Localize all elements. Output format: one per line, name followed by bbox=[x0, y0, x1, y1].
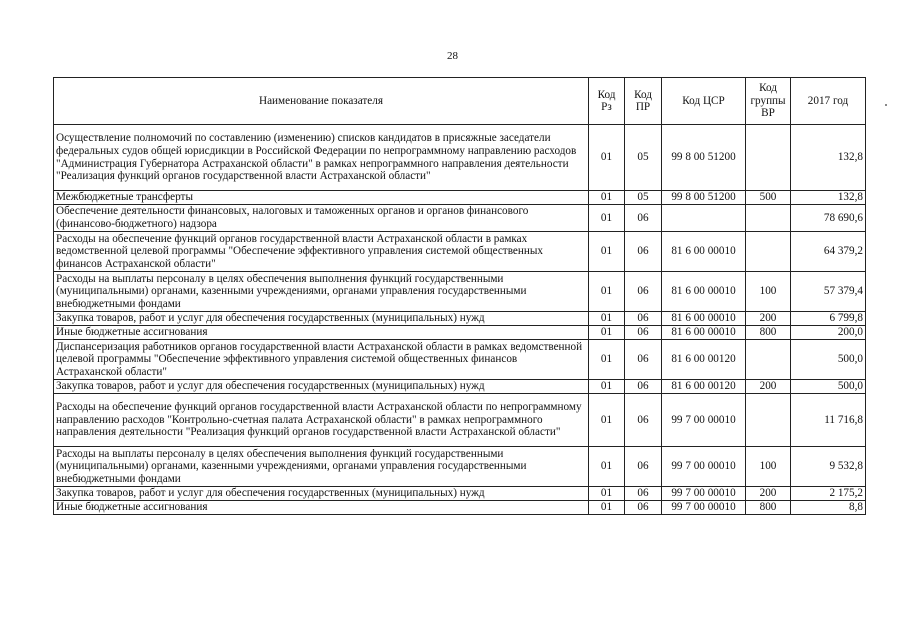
row-rz: 01 bbox=[589, 447, 625, 487]
row-pr: 06 bbox=[625, 394, 662, 447]
row-amount: 8,8 bbox=[791, 501, 866, 515]
header-name: Наименование показателя bbox=[54, 78, 589, 125]
table-row bbox=[54, 232, 866, 272]
row-amount: 132,8 bbox=[791, 191, 866, 205]
row-name: Диспансеризация работников органов государственной власти Астраханской области в рамках ведомственной целевой программы "Обеспечение эффективного управления системой общественных финансов Астраханской области" bbox=[54, 340, 589, 380]
row-vr bbox=[746, 125, 791, 191]
row-amount: 11 716,8 bbox=[791, 394, 866, 447]
row-rz: 01 bbox=[589, 312, 625, 326]
budget-table bbox=[53, 77, 866, 515]
row-name: Иные бюджетные ассигнования bbox=[54, 501, 589, 515]
table-row bbox=[54, 326, 866, 340]
header-csr: Код ЦСР bbox=[662, 78, 746, 125]
header-pr: Код ПР bbox=[625, 78, 662, 125]
row-amount: 57 379,4 bbox=[791, 272, 866, 312]
row-vr: 200 bbox=[746, 487, 791, 501]
row-vr: 800 bbox=[746, 326, 791, 340]
row-csr: 99 7 00 00010 bbox=[662, 447, 746, 487]
row-csr: 81 6 00 00010 bbox=[662, 312, 746, 326]
row-rz: 01 bbox=[589, 340, 625, 380]
table-row bbox=[54, 487, 866, 501]
row-rz: 01 bbox=[589, 394, 625, 447]
row-csr: 81 6 00 00010 bbox=[662, 232, 746, 272]
row-csr: 99 7 00 00010 bbox=[662, 394, 746, 447]
row-csr bbox=[662, 205, 746, 232]
table-row bbox=[54, 394, 866, 447]
row-amount: 9 532,8 bbox=[791, 447, 866, 487]
row-name: Закупка товаров, работ и услуг для обеспечения государственных (муниципальных) нужд bbox=[54, 487, 589, 501]
row-amount: 2 175,2 bbox=[791, 487, 866, 501]
table-body bbox=[54, 125, 866, 515]
row-csr: 81 6 00 00120 bbox=[662, 340, 746, 380]
row-name: Закупка товаров, работ и услуг для обеспечения государственных (муниципальных) нужд bbox=[54, 312, 589, 326]
row-name: Расходы на обеспечение функций органов государственной власти Астраханской области в рамках ведомственной целевой программы "Обеспечение эффективного управления системой общественных финансов Астраханской области" bbox=[54, 232, 589, 272]
row-csr: 99 8 00 51200 bbox=[662, 191, 746, 205]
row-pr: 06 bbox=[625, 487, 662, 501]
row-pr: 06 bbox=[625, 340, 662, 380]
row-rz: 01 bbox=[589, 501, 625, 515]
row-rz: 01 bbox=[589, 272, 625, 312]
table-row bbox=[54, 272, 866, 312]
row-amount: 500,0 bbox=[791, 380, 866, 394]
row-amount: 500,0 bbox=[791, 340, 866, 380]
row-csr: 99 8 00 51200 bbox=[662, 125, 746, 191]
page-number: 28 bbox=[447, 50, 458, 62]
row-csr: 81 6 00 00120 bbox=[662, 380, 746, 394]
row-rz: 01 bbox=[589, 380, 625, 394]
row-name: Закупка товаров, работ и услуг для обеспечения государственных (муниципальных) нужд bbox=[54, 380, 589, 394]
table-row bbox=[54, 312, 866, 326]
header-row bbox=[54, 78, 866, 125]
row-pr: 06 bbox=[625, 501, 662, 515]
row-rz: 01 bbox=[589, 487, 625, 501]
row-vr bbox=[746, 232, 791, 272]
row-name: Осуществление полномочий по составлению (изменению) списков кандидатов в присяжные заседатели федеральных судов общей юрисдикции в Российской Федерации по непрограммному направлению расходов "Администрация Губернатора Астраханской области" в рамках непрограммного направления деятельности "Реализация функций органов государственной власти Астраханской области" bbox=[54, 125, 589, 191]
table-row bbox=[54, 340, 866, 380]
row-name: Межбюджетные трансферты bbox=[54, 191, 589, 205]
row-name: Обеспечение деятельности финансовых, налоговых и таможенных органов и органов финансового (финансово-бюджетного) надзора bbox=[54, 205, 589, 232]
row-pr: 06 bbox=[625, 380, 662, 394]
row-vr bbox=[746, 205, 791, 232]
row-name: Расходы на выплаты персоналу в целях обеспечения выполнения функций государственными (муниципальными) органами, казенными учреждениями, органами управления государственными внебюджетными фондами bbox=[54, 447, 589, 487]
row-vr bbox=[746, 340, 791, 380]
row-pr: 06 bbox=[625, 326, 662, 340]
table-row bbox=[54, 447, 866, 487]
row-amount: 132,8 bbox=[791, 125, 866, 191]
row-pr: 05 bbox=[625, 191, 662, 205]
row-vr: 200 bbox=[746, 312, 791, 326]
row-amount: 78 690,6 bbox=[791, 205, 866, 232]
row-amount: 200,0 bbox=[791, 326, 866, 340]
row-rz: 01 bbox=[589, 205, 625, 232]
row-vr: 100 bbox=[746, 447, 791, 487]
row-pr: 06 bbox=[625, 205, 662, 232]
row-name: Расходы на обеспечение функций органов государственной власти Астраханской области по непрограммному направлению расходов "Контрольно-счетная палата Астраханской области" в рамках непрограммного направления деятельности "Реализация функций органов государственной власти Астраханской области" bbox=[54, 394, 589, 447]
row-rz: 01 bbox=[589, 232, 625, 272]
table-row bbox=[54, 380, 866, 394]
row-vr bbox=[746, 394, 791, 447]
row-pr: 06 bbox=[625, 272, 662, 312]
row-pr: 06 bbox=[625, 232, 662, 272]
row-amount: 6 799,8 bbox=[791, 312, 866, 326]
table-header bbox=[54, 78, 866, 125]
row-csr: 81 6 00 00010 bbox=[662, 326, 746, 340]
header-year: 2017 год bbox=[791, 78, 866, 125]
scan-speck bbox=[885, 104, 887, 106]
header-vr: Код группы ВР bbox=[746, 78, 791, 125]
row-rz: 01 bbox=[589, 191, 625, 205]
row-vr: 100 bbox=[746, 272, 791, 312]
row-csr: 99 7 00 00010 bbox=[662, 501, 746, 515]
row-name: Иные бюджетные ассигнования bbox=[54, 326, 589, 340]
row-amount: 64 379,2 bbox=[791, 232, 866, 272]
table-row bbox=[54, 501, 866, 515]
row-rz: 01 bbox=[589, 125, 625, 191]
table-row bbox=[54, 191, 866, 205]
row-vr: 500 bbox=[746, 191, 791, 205]
row-pr: 06 bbox=[625, 447, 662, 487]
row-csr: 81 6 00 00010 bbox=[662, 272, 746, 312]
row-pr: 06 bbox=[625, 312, 662, 326]
row-pr: 05 bbox=[625, 125, 662, 191]
row-csr: 99 7 00 00010 bbox=[662, 487, 746, 501]
row-name: Расходы на выплаты персоналу в целях обеспечения выполнения функций государственными (муниципальными) органами, казенными учреждениями, органами управления государственными внебюджетными фондами bbox=[54, 272, 589, 312]
table-row bbox=[54, 205, 866, 232]
row-vr: 800 bbox=[746, 501, 791, 515]
row-rz: 01 bbox=[589, 326, 625, 340]
header-rz: Код Рз bbox=[589, 78, 625, 125]
table-row bbox=[54, 125, 866, 191]
row-vr: 200 bbox=[746, 380, 791, 394]
